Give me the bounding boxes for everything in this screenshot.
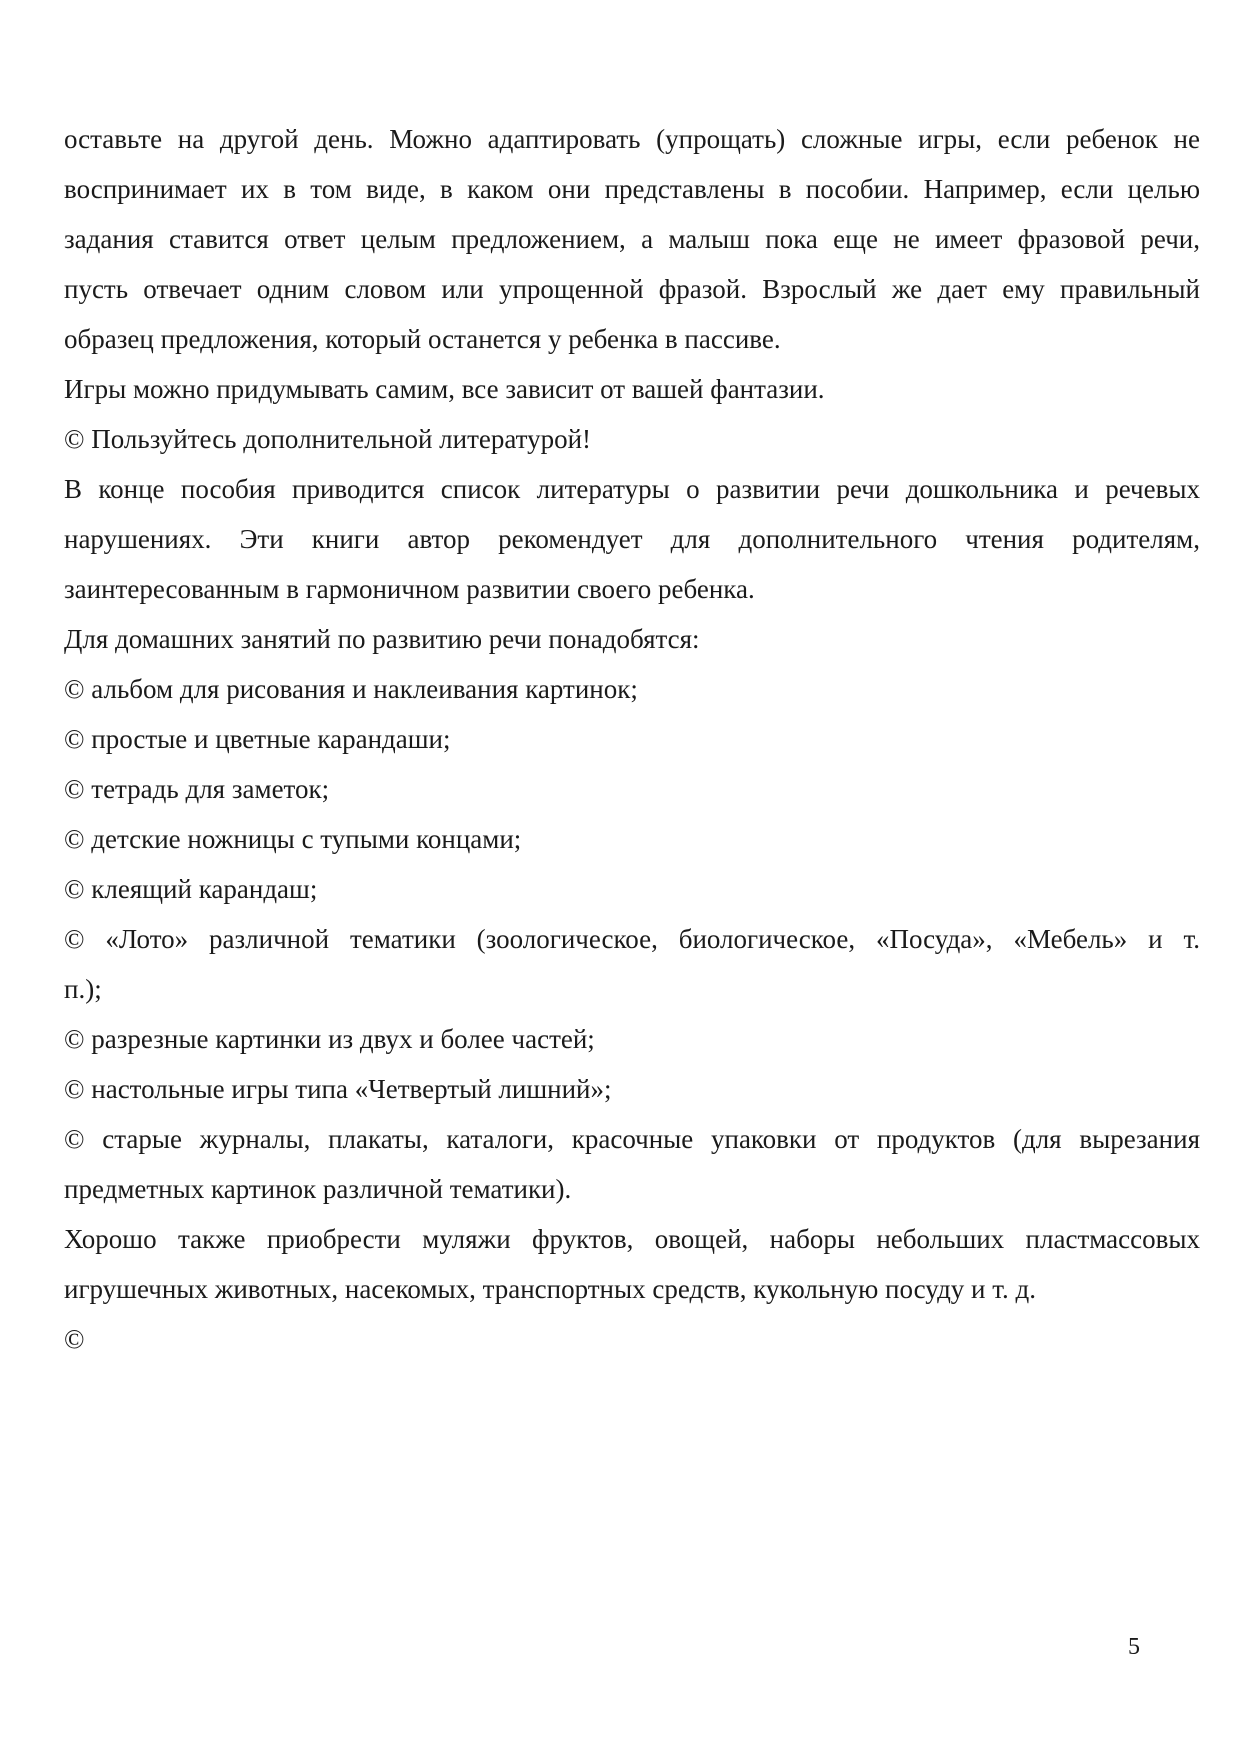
page-body-text xyxy=(64,114,1200,1364)
text-line: Хорошо также приобрести муляжи фруктов, овощей, наборы небольших пластмассовых xyxy=(64,1224,1200,1254)
text-line: Для домашних занятий по развитию речи понадобятся: xyxy=(64,624,700,654)
text-line: © тетрадь для заметок; xyxy=(64,774,330,804)
text-line: Игры можно придумывать самим, все зависит от вашей фантазии. xyxy=(64,374,825,404)
text-line: © детские ножницы с тупыми концами; xyxy=(64,824,522,854)
text-line: пусть отвечает одним словом или упрощенной фразой. Взрослый же дает ему правильный xyxy=(64,274,1200,304)
text-line: © xyxy=(64,1324,85,1354)
text-line: заинтересованным в гармоничном развитии своего ребенка. xyxy=(64,574,755,604)
text-line: © разрезные картинки из двух и более частей; xyxy=(64,1024,595,1054)
page-number: 5 xyxy=(1128,1634,1140,1660)
text-line: нарушениях. Эти книги автор рекомендует для дополнительного чтения родителям, xyxy=(64,524,1200,554)
text-line: предметных картинок различной тематики). xyxy=(64,1174,572,1204)
text-line: оставьте на другой день. Можно адаптировать (упрощать) сложные игры, если ребенок не xyxy=(64,124,1200,154)
text-line: игрушечных животных, насекомых, транспортных средств, кукольную посуду и т. д. xyxy=(64,1274,1037,1304)
text-line: © альбом для рисования и наклеивания картинок; xyxy=(64,674,638,704)
text-line: п.); xyxy=(64,974,102,1004)
text-line: воспринимает их в том виде, в каком они представлены в пособии. Например, если целью xyxy=(64,174,1200,204)
text-line: © клеящий карандаш; xyxy=(64,874,318,904)
text-line: образец предложения, который останется у ребенка в пассиве. xyxy=(64,324,781,354)
text-line: © простые и цветные карандаши; xyxy=(64,724,451,754)
text-line: задания ставится ответ целым предложением, а малыш пока еще не имеет фразовой речи, xyxy=(64,224,1200,254)
text-line: В конце пособия приводится список литературы о развитии речи дошкольника и речевых xyxy=(64,474,1200,504)
text-line: © Пользуйтесь дополнительной литературой! xyxy=(64,424,592,454)
text-line: © «Лото» различной тематики (зоологическое, биологическое, «Посуда», «Мебель» и т. xyxy=(64,924,1200,954)
text-line: © старые журналы, плакаты, каталоги, красочные упаковки от продуктов (для вырезания xyxy=(64,1124,1200,1154)
text-line: © настольные игры типа «Четвертый лишний»; xyxy=(64,1074,612,1104)
